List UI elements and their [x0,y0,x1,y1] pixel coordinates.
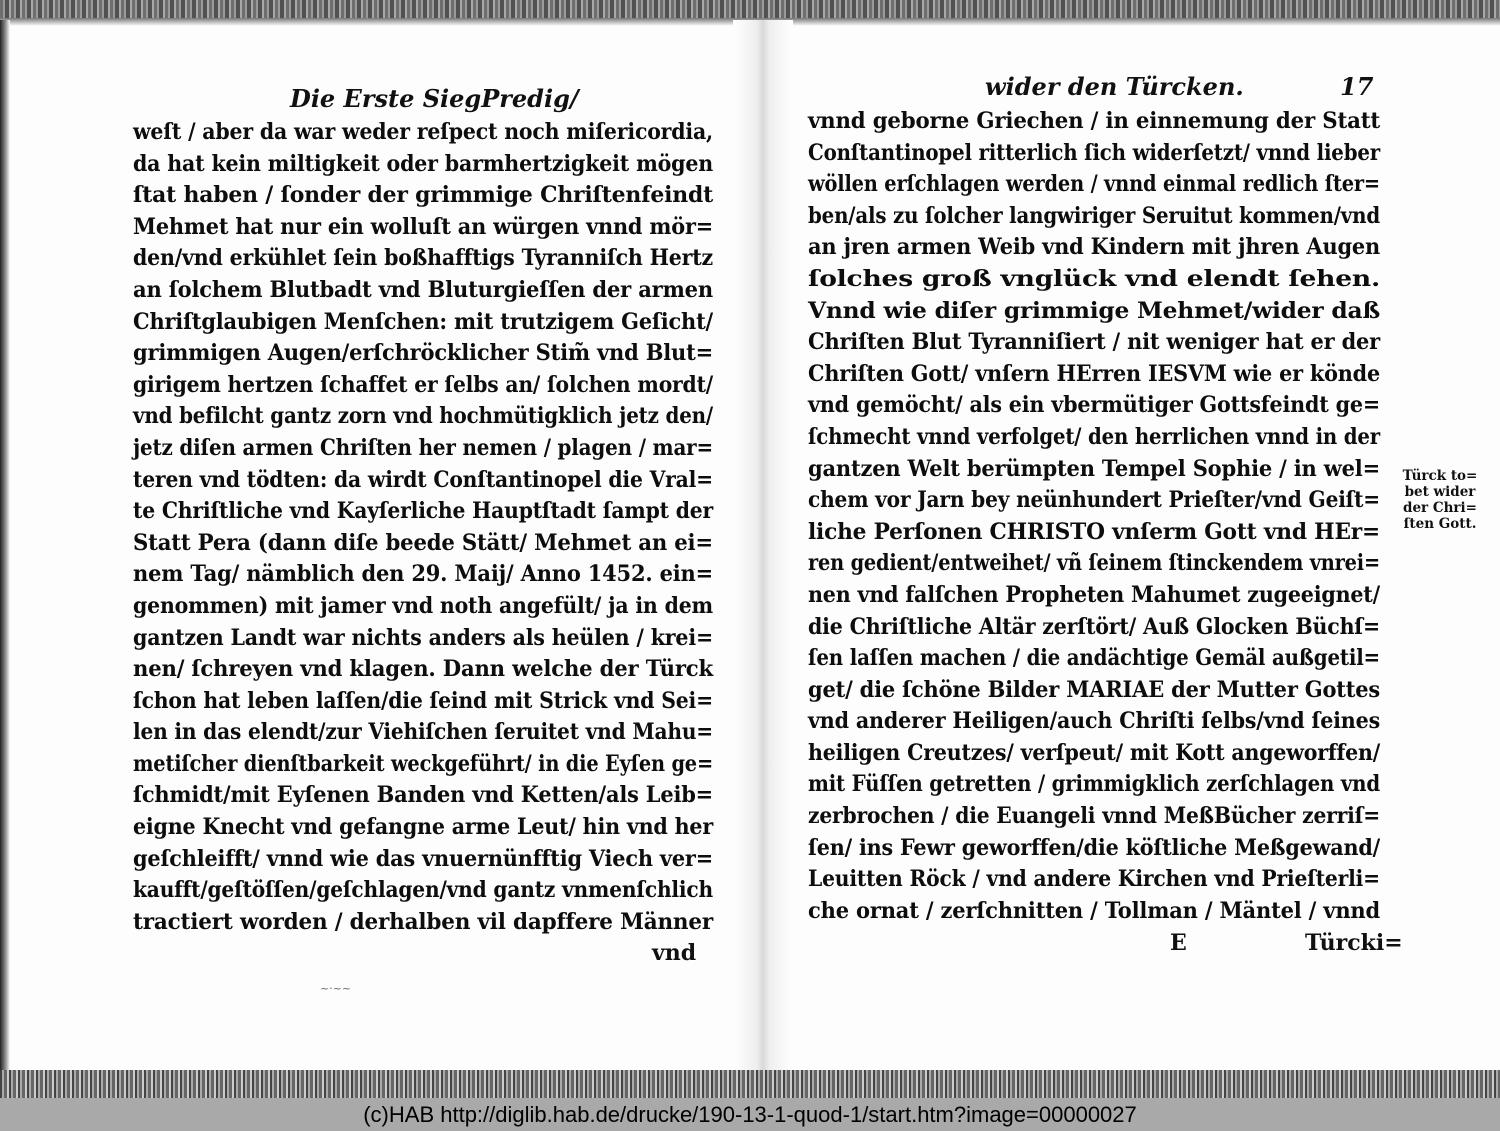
text-line: an jren armen Weib vnd Kindern mit jhren Augen [808,234,1380,261]
text-line: vnd anderer Heiligen/auch Chriſti ſelbs/vnd ſeines [808,708,1380,735]
text-line: ſchmidt/mit Eyſenen Banden vnd Ketten/als Leib= [133,782,713,809]
text-line: ſtat haben / ſonder der grimmige Chriſtenfeindt [133,182,713,209]
text-line: da hat kein miltigkeit oder barmhertzigkeit mögen [133,150,713,177]
text-line: geſchleifft/ vnnd wie das vnuernünfftig Viech ver= [133,845,713,872]
text-line: mit Füſſen getretten / grimmigklich zerſchlagen vnd [808,771,1380,798]
text-line: ſen laſſen machen / die andächtige Gemäl außgetil= [808,645,1380,672]
copyright-footer: (c)HAB http://diglib.hab.de/drucke/190-13-1-quod-1/start.htm?image=00000027 [0,1098,1500,1131]
marginal-note-line: bet wider [1404,484,1476,500]
text-line: wöllen erſchlagen werden / vnnd einmal redlich ſter= [808,171,1380,198]
text-line: gantzen Landt war nichts anders als heülen / krei= [133,624,713,651]
book-gutter [733,20,793,1080]
text-line: Mehmet hat nur ein wolluſt an würgen vnnd mör= [133,213,713,240]
text-line: die Chriſtliche Altär zerſtört/ Auß Glocken Büchſ= [808,613,1380,640]
text-line: vnnd geborne Griechen / in einnemung der Statt [808,108,1380,134]
marginal-note-line: der Chri= [1403,500,1477,516]
text-line: nen/ ſchreyen vnd klagen. Dann welche der Türck [133,656,713,683]
signature-mark: E [1170,930,1187,956]
text-line: Statt Pera (dann diſe beede Stätt/ Mehmet an ei= [133,529,713,556]
text-line: grimmigen Augen/erſchröcklicher Stim̃ vnd Blut= [133,340,713,367]
text-line: girigem hertzen ſchaffet er ſelbs an/ ſolchen mordt/ [133,371,713,398]
page-number: 17 [1340,72,1374,101]
marginal-note-line: Türck to= [1402,468,1478,484]
text-line: den/vnd erkühlet ſein boßhafftigs Tyranniſch Hertz [133,245,713,272]
text-line: Chriſtglaubigen Menſchen: mit trutzigem Geſicht/ [133,308,713,335]
text-line: kaufft/geſtöſſen/geſchlagen/vnd gantz vnmenſchlich [133,877,713,904]
text-line: eigne Knecht vnd gefangne arme Leut/ hin vnd her [133,814,713,841]
text-line: te Chriſtliche vnd Kayſerliche Hauptſtadt ſampt der [133,498,713,525]
text-line: ſolches groß vnglück vnd elendt ſehen. [808,265,1380,292]
text-line: zerbrochen / die Euangeli vnnd MeßBücher zerriſ= [808,803,1380,830]
text-line: jetz diſen armen Chriſten her nemen / plagen / mar= [133,434,713,461]
text-line: Conſtantinopel ritterlich ſich widerſetzt/ vnnd lieber [808,139,1380,166]
text-line: an ſolchem Blutbadt vnd Bluturgieſſen der armen [133,276,713,303]
left-catchword: vnd [652,940,697,966]
right-catchword: Türcki= [1305,930,1403,956]
right-page-text [808,106,1380,927]
text-line: nen vnd falſchen Propheten Mahumet zugeeignet/ [808,581,1380,608]
text-line: vnd befilcht gantz zorn vnd hochmütigklich jetz den/ [133,403,713,430]
text-line: weſt / aber da war weder reſpect noch miſericordia, [133,119,713,145]
text-line: teren vnd tödten: da wirdt Conſtantinopel die Vral= [133,466,713,493]
text-line: heiligen Creutzes/ verſpeut/ mit Kott angeworffen/ [808,739,1380,766]
text-line: ben/als zu ſolcher langwiriger Seruitut kommen/vnd [808,202,1380,229]
text-line: get/ die ſchöne Bilder MARIAE der Mutter Gottes [808,676,1380,703]
text-line: vnd gemöcht/ als ein vbermütiger Gottsfeindt ge= [808,392,1380,419]
text-line: len in das elendt/zur Viehiſchen ſeruitet vnd Mahu= [133,719,713,746]
scan-edge-bottom [0,1070,1500,1098]
text-line: Vnnd wie diſer grimmige Mehmet/wider daß [808,297,1380,324]
text-line: ſchmecht vnnd verfolget/ den herrlichen vnnd in der [808,423,1380,450]
text-line: ſchon hat leben laſſen/die ſeind mit Strick vnd Sei= [133,687,713,714]
right-running-header: wider den Türcken. [985,72,1244,101]
text-line: genommen) mit jamer vnd noth angefült/ ja in dem [133,592,713,619]
left-page-text [133,117,713,938]
text-line: nem Tag/ nämblich den 29. Maij/ Anno 1452. ein= [133,561,713,588]
text-line: liche Perſonen CHRISTO vnſerm Gott vnd HEr= [808,518,1380,545]
text-line: ren gedient/entweihet/ vñ ſeinem ſtinckendem vnrei= [808,550,1380,577]
text-line: gantzen Welt berümpten Tempel Sophie / in wel= [808,455,1380,482]
text-line: Chriſten Blut Tyranniſiert / nit weniger hat er der [808,329,1380,356]
scan-edge-left [0,20,10,1080]
marginal-note-line: ſten Gott. [1403,516,1477,532]
text-line: che ornat / zerſchnitten / Tollman / Mäntel / vnnd [808,897,1380,924]
text-line: tractiert worden / derhalben vil dapffere Männer [133,908,713,935]
text-line: Chriſten Gott/ vnſern HErren IESVM wie er könde [808,360,1380,387]
left-running-header: Die Erste SiegPredig/ [290,84,579,113]
text-line: chem vor Jarn bey neünhundert Prieſter/vnd Geiſt= [808,487,1380,514]
ink-smudge: ~·~~ [320,982,352,995]
marginal-note [1384,468,1496,532]
text-line: ſen/ ins Fewr geworffen/die köſtliche Meßgewand/ [808,834,1380,861]
text-line: metiſcher dienſtbarkeit weckgeführt/ in die Eyſen ge= [133,750,713,777]
text-line: Leuitten Röck / vnd andere Kirchen vnd Prieſterli= [808,866,1380,893]
